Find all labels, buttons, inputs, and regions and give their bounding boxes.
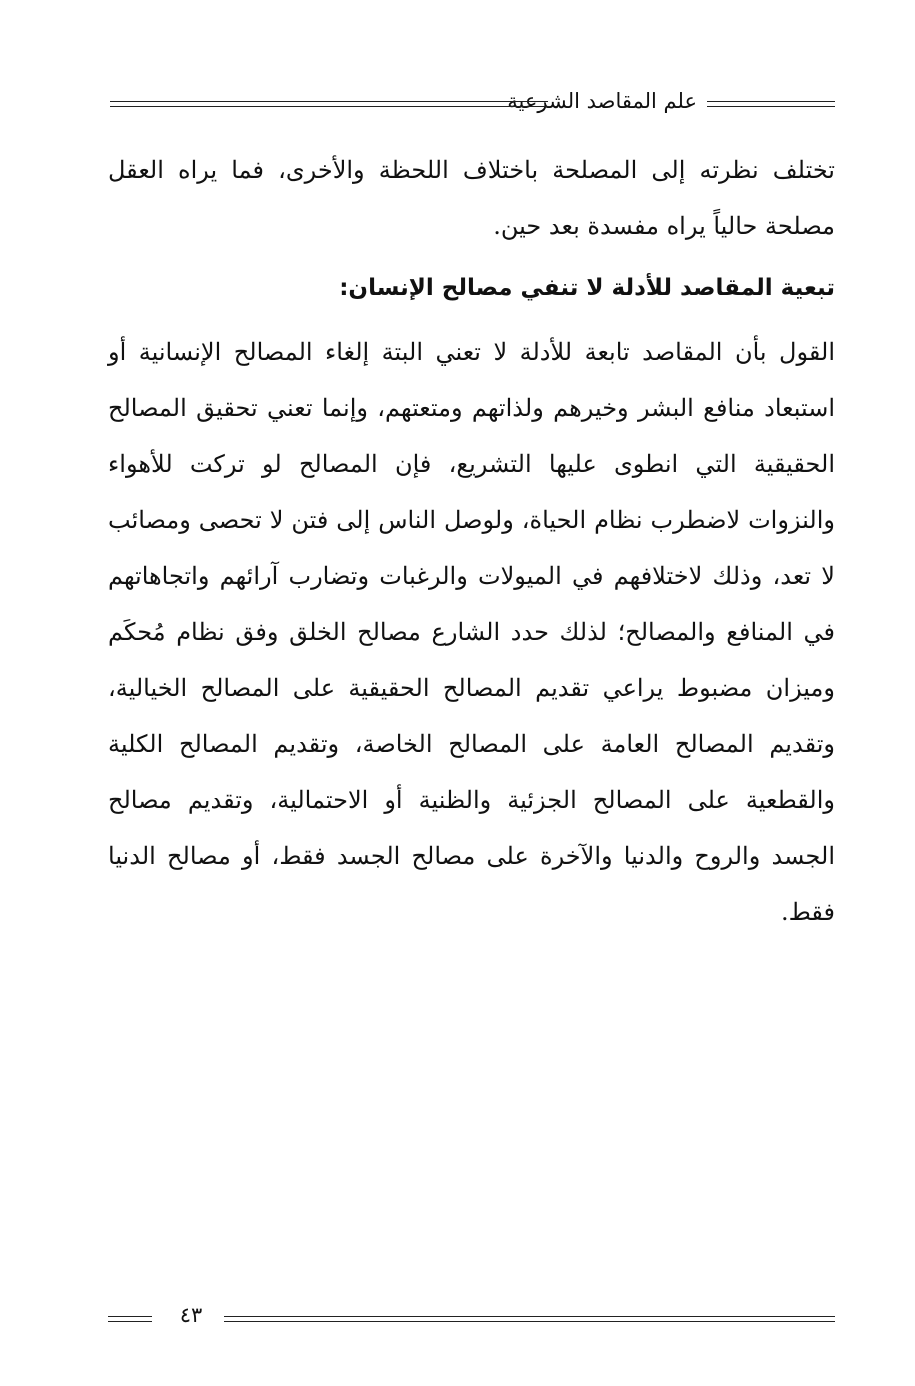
main-paragraph: القول بأن المقاصد تابعة للأدلة لا تعني البتة إلغاء المصالح الإنسانية أو استبعاد منافع البشر وخيرهم ولذاتهم ومتعتهم، وإنما تعني تحقيق المصالح الحقيقية التي انطوى عليها التشريع، فإن المصالح لو تركت للأهواء والنزوات لاضطرب نظام الحياة، ولوصل الناس إلى فتن لا تحصى ومصائب لا تعد، وذلك لاختلافهم في الميولات والرغبات وتضارب آرائهم واتجاهاتهم في المنافع والمصالح؛ لذلك حدد الشارع مصالح الخلق وفق نظام مُحكَم وميزان مضبوط يراعي تقديم المصالح الحقيقية على المصالح الخيالية، وتقديم المصالح العامة على المصالح الخاصة، وتقديم المصالح الكلية والقطعية على المصالح الجزئية والظنية أو الاحتمالية، وتقديم مصالح الجسد والروح والدنيا والآخرة على مصالح الجسد فقط، أو مصالح الدنيا فقط. xyxy=(108,338,835,926)
header-rule-right xyxy=(707,101,835,107)
intro-paragraph: تختلف نظرته إلى المصلحة باختلاف اللحظة والأخرى، فما يراه العقل مصلحة حالياً يراه مفسدة بعد حين. xyxy=(108,156,835,240)
running-title: علم المقاصد الشرعية xyxy=(507,89,697,113)
page-footer xyxy=(108,1303,835,1336)
body-text xyxy=(108,142,835,940)
page-number: ٤٣ xyxy=(179,1303,203,1327)
header-rule-left xyxy=(110,101,548,107)
section-heading: تبعية المقاصد للأدلة لا تنفي مصالح الإنسان: xyxy=(339,275,835,301)
footer-rule-right xyxy=(224,1316,835,1322)
footer-rule-left xyxy=(108,1316,152,1322)
running-header xyxy=(110,84,835,124)
